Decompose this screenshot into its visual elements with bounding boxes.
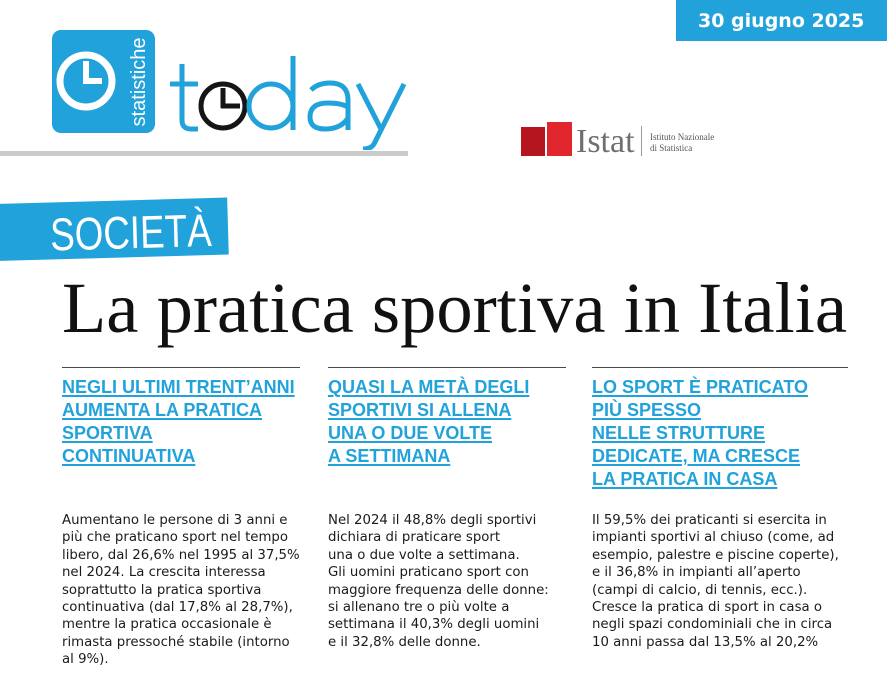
column-rule	[62, 367, 300, 368]
istat-logo-divider	[641, 126, 642, 156]
wordmark-letter-y	[358, 84, 404, 149]
logo-vertical-text: statistiche	[128, 37, 150, 127]
date-badge	[676, 0, 887, 41]
publication-date: 30 giugno 2025	[698, 9, 865, 32]
column-body: Il 59,5% dei praticanti si esercita in impianti sportivi al chiuso (come, ad esempio, palestre e piscine coperte), e il 36,8% in impianti all’aperto (campi di calcio, di tennis, ecc.). Cresce la pratica di sport in casa o negli spazi condominiali che in circa 10 anni passa dal 13,5% al 20,2%	[592, 513, 839, 650]
column-heading: NEGLI ULTIMI TRENT’ANNI AUMENTA LA PRATICA SPORTIVA CONTINUATIVA	[62, 377, 295, 466]
section-banner	[0, 198, 229, 262]
header-divider	[0, 151, 408, 156]
column-rule	[592, 367, 848, 368]
column-heading: QUASI LA METÀ DEGLI SPORTIVI SI ALLENA UNA O DUE VOLTE A SETTIMANA	[328, 377, 530, 466]
column-venues	[592, 367, 848, 677]
istat-logo-name: Istat	[576, 123, 635, 160]
column-rule	[328, 367, 566, 368]
column-frequency	[328, 367, 566, 677]
istat-full-name	[650, 132, 714, 154]
today-wordmark-logo	[160, 50, 410, 150]
istat-full-name-line: di Statistica	[650, 143, 693, 153]
istat-logo-icon	[520, 118, 574, 160]
column-body: Aumentano le persone di 3 anni e più che praticano sport nel tempo libero, dal 26,6% nel 1995 al 37,5% nel 2024. La crescita interessa soprattutto la pratica sportiva continuativa (dal 17,8% al 28,7%), mentre la pratica occasionale è rimasta pressoché stabile (intorno al 9%).	[62, 513, 300, 668]
istat-full-name-line: Istituto Nazionale	[650, 132, 715, 142]
statistiche-logo	[52, 30, 155, 133]
page-title: La pratica sportiva in Italia	[62, 267, 848, 348]
wordmark-clock-icon	[201, 84, 245, 128]
wordmark-letter-d	[249, 56, 293, 130]
section-label: SOCIETÀ	[49, 204, 213, 261]
wordmark-letter-t	[170, 64, 198, 129]
column-heading: LO SPORT È PRATICATO PIÙ SPESSO NELLE STRUTTURE DEDICATE, MA CRESCE LA PRATICA IN CASA	[592, 377, 809, 489]
wordmark-letter-a	[310, 83, 348, 130]
column-trend	[62, 367, 300, 677]
column-body: Nel 2024 il 48,8% degli sportivi dichiara di praticare sport una o due volte a settimana. Gli uomini praticano sport con maggiore frequenza delle donne: si allenano tre o più volte a settimana il 40,3% degli uomini e il 32,8% delle donne.	[328, 513, 549, 650]
